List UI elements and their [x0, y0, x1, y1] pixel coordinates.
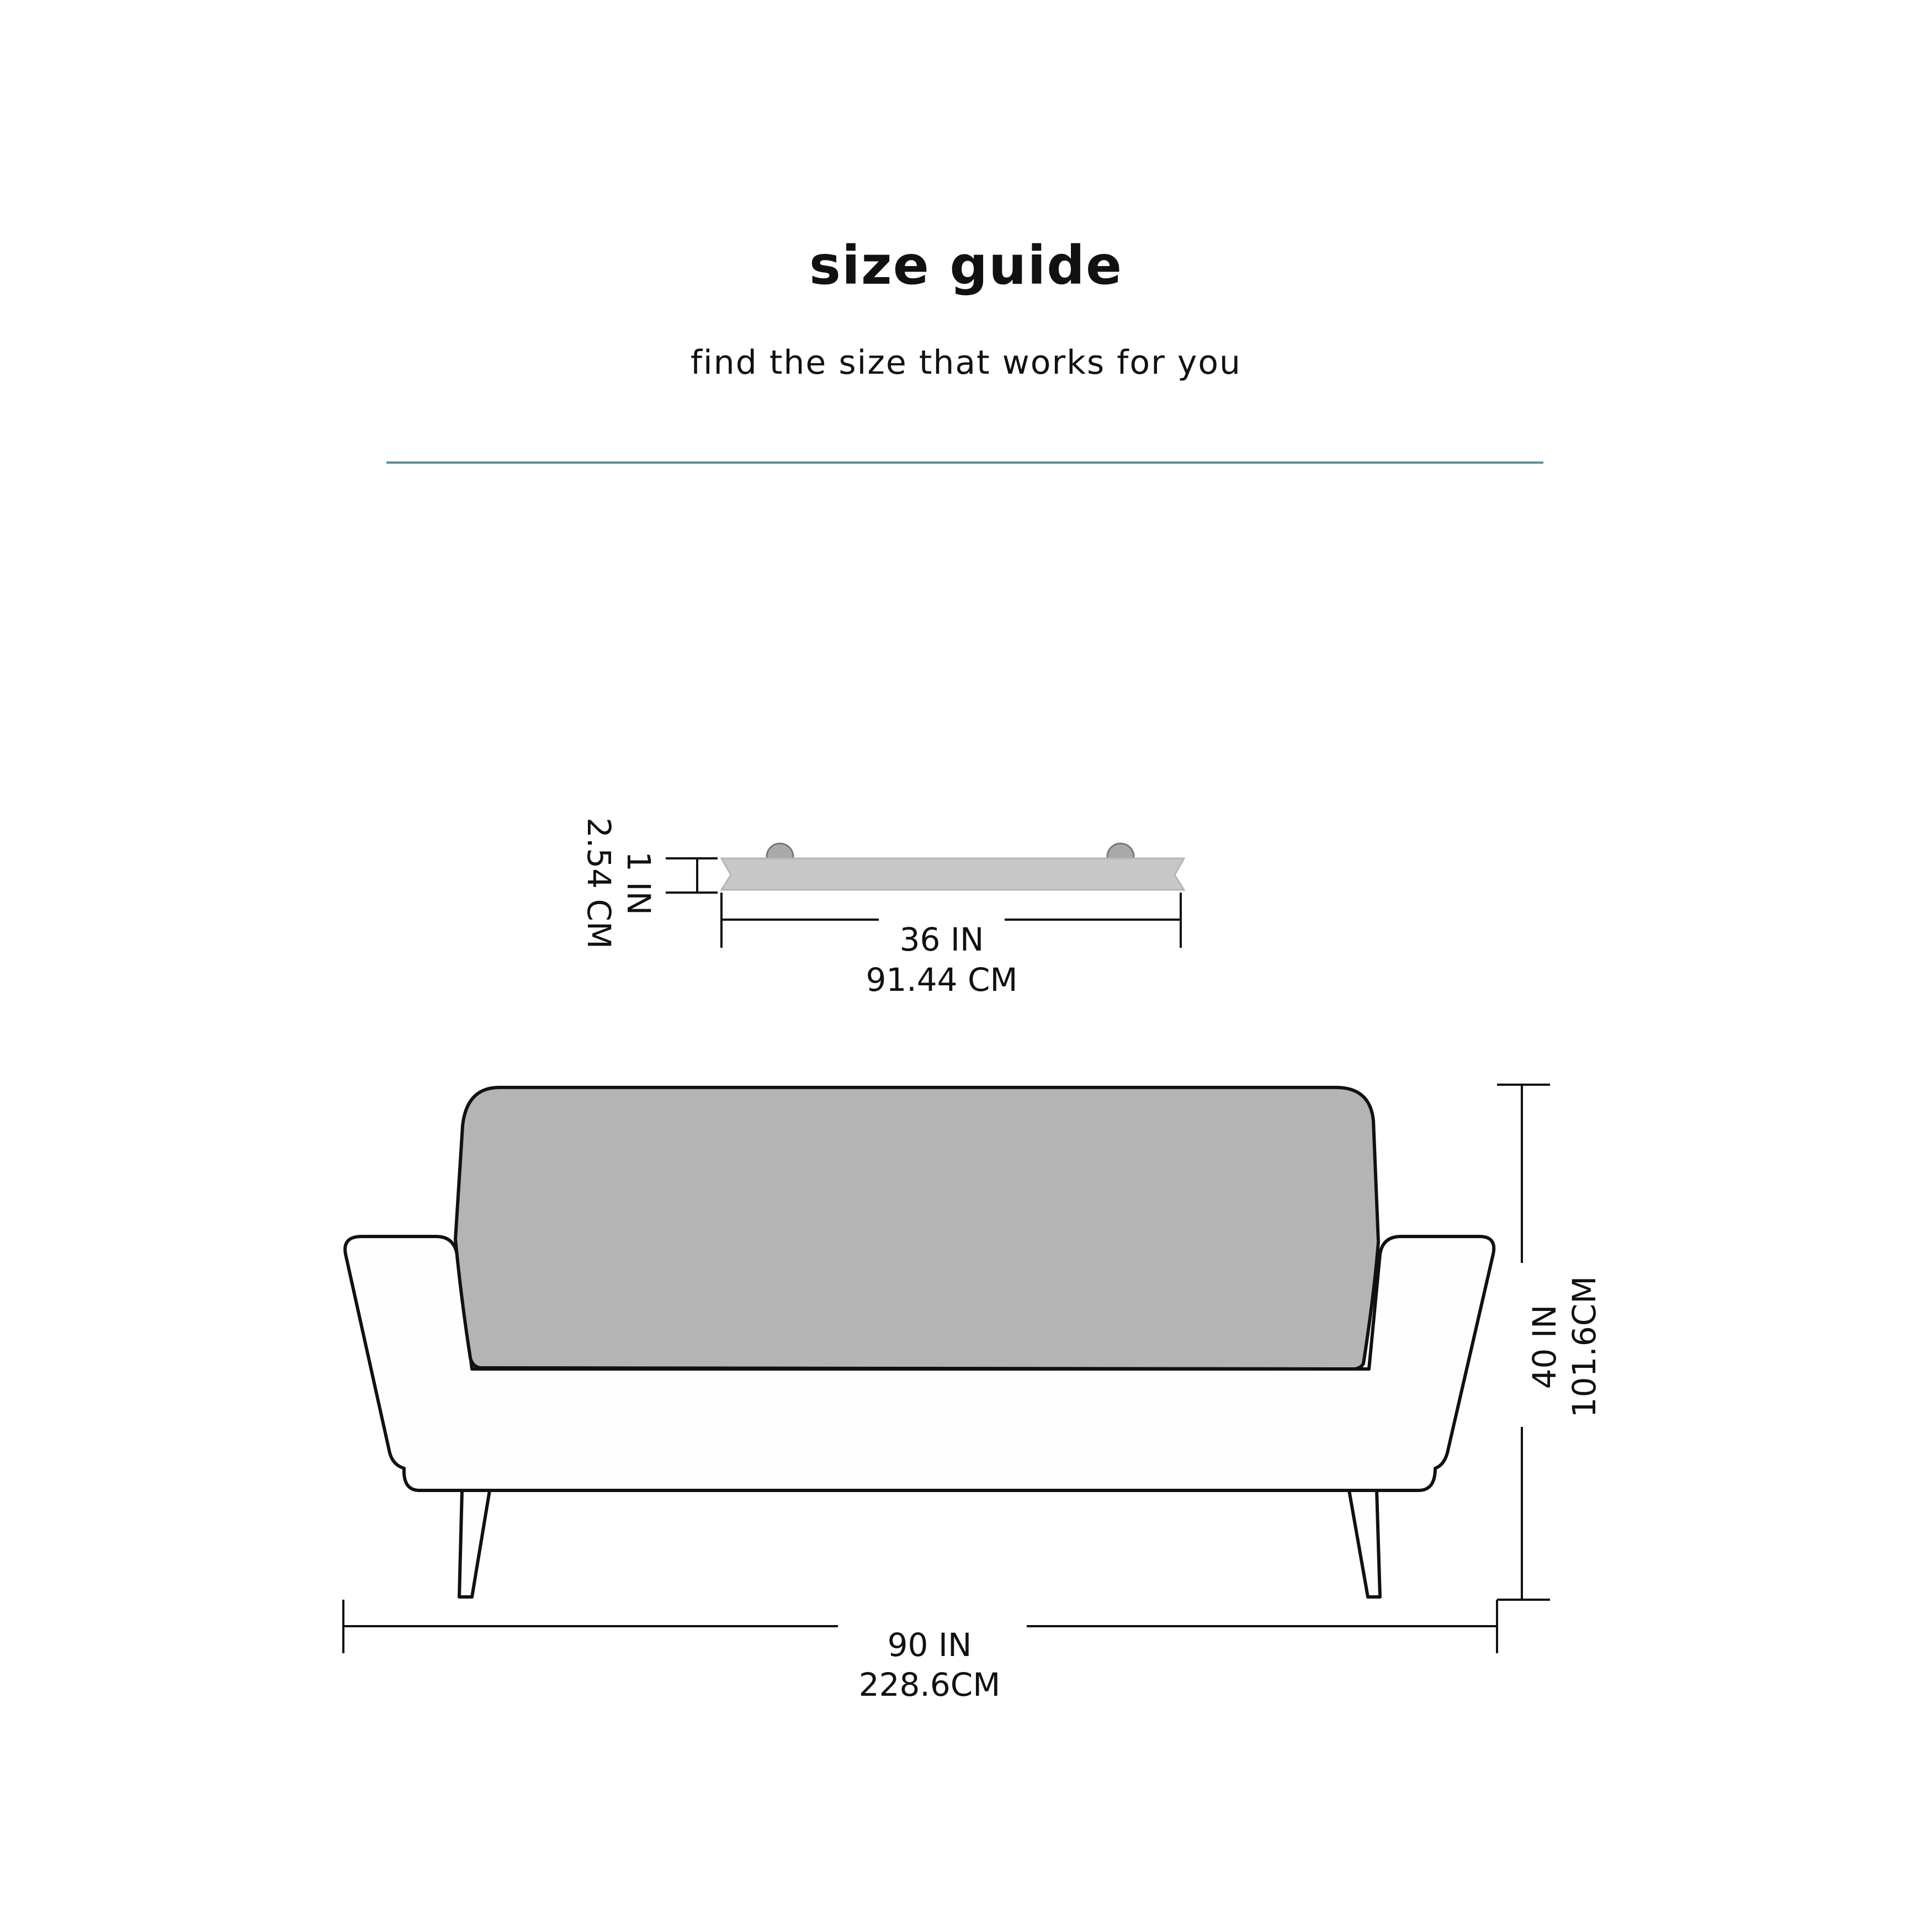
shelf-thickness-dimension [666, 858, 718, 893]
sofa-back-cushion [455, 1087, 1378, 1369]
shelf-length-cm-label: 91.44 CM [866, 961, 1018, 999]
page-title: size guide [809, 235, 1123, 296]
shelf-length-in-label: 36 IN [899, 921, 984, 958]
sofa-height-in-label: 40 IN [1526, 1304, 1563, 1389]
sofa-height-cm-label: 101.6CM [1565, 1276, 1603, 1418]
shelf-illustration [721, 843, 1184, 890]
sofa-leg-right [1349, 1490, 1380, 1597]
sofa-width-cm-label: 228.6CM [858, 1666, 1001, 1703]
shelf-thickness-cm-label: 2.54 CM [580, 817, 618, 949]
page-subtitle: find the size that works for you [690, 343, 1242, 382]
sofa-leg-left [459, 1490, 490, 1597]
shelf-thickness-in-label: 1 IN [620, 851, 657, 915]
shelf-board [721, 858, 1184, 890]
sofa-width-in-label: 90 IN [887, 1626, 972, 1664]
sofa-illustration [345, 1087, 1494, 1597]
